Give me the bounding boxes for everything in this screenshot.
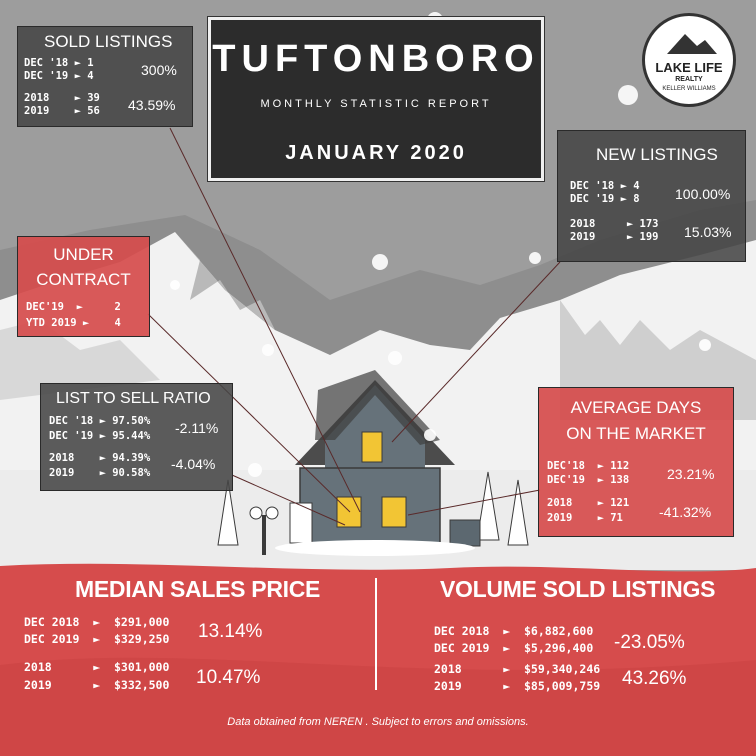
volume-row-dec2018: DEC 2018 ► $6,882,600 xyxy=(434,624,594,638)
logo-realty: REALTY xyxy=(675,76,703,83)
under-contract-title-line1: UNDER xyxy=(53,245,114,264)
town-title: TUFTONBORO xyxy=(212,38,540,80)
volume-monthly-change: -23.05% xyxy=(614,632,685,653)
sold-listings-title: SOLD LISTINGS xyxy=(44,32,173,51)
new-monthly-change: 100.00% xyxy=(675,186,731,202)
list-to-sell-ratio-panel xyxy=(40,383,233,491)
ratio-row-2019: 2019 ► 90.58% xyxy=(49,467,151,479)
avg-days-yearly-change: -41.32% xyxy=(659,504,712,520)
median-yearly-change: 10.47% xyxy=(196,667,261,688)
under-contract-row-dec19: DEC'19 ► 2 xyxy=(26,301,121,313)
logo-brokerage: KELLER WILLIAMS xyxy=(662,86,716,92)
sold-row-dec19: DEC '19 ► 4 xyxy=(24,70,94,82)
new-row-dec19: DEC '19 ► 8 xyxy=(570,193,640,205)
avg-days-monthly-change: 23.21% xyxy=(667,466,715,482)
ratio-row-2018: 2018 ► 94.39% xyxy=(49,452,151,464)
ratio-row-dec18: DEC '18 ► 97.50% xyxy=(49,415,151,427)
new-row-2018: 2018 ► 173 xyxy=(570,218,659,230)
under-contract-row-ytd: YTD 2019 ► 4 xyxy=(26,317,121,329)
ratio-monthly-change: -2.11% xyxy=(175,420,219,436)
new-row-2019: 2019 ► 199 xyxy=(570,231,659,243)
new-yearly-change: 15.03% xyxy=(684,224,732,240)
median-row-2018: 2018 ► $301,000 xyxy=(24,660,170,674)
sold-row-dec18: DEC '18 ► 1 xyxy=(24,57,94,69)
new-listings-panel xyxy=(557,130,746,262)
avg-days-row-dec18: DEC'18 ► 112 xyxy=(547,460,630,472)
volume-row-2019: 2019 ► $85,009,759 xyxy=(434,679,601,693)
avg-days-title-line1: AVERAGE DAYS xyxy=(570,398,702,417)
avg-days-title-line2: ON THE MARKET xyxy=(566,424,706,443)
avg-days-row-dec19: DEC'19 ► 138 xyxy=(547,474,630,486)
ratio-row-dec19: DEC '19 ► 95.44% xyxy=(49,430,151,442)
report-title-panel xyxy=(208,17,544,181)
median-row-2019: 2019 ► $332,500 xyxy=(24,678,170,692)
sold-listings-panel xyxy=(17,26,193,127)
logo-name: LAKE LIFE xyxy=(655,60,723,75)
volume-yearly-change: 43.26% xyxy=(622,668,687,689)
median-row-dec2018: DEC 2018 ► $291,000 xyxy=(24,615,170,629)
report-date: JANUARY 2020 xyxy=(285,142,467,164)
under-contract-title-line2: CONTRACT xyxy=(36,270,131,289)
report-subtitle: MONTHLY STATISTIC REPORT xyxy=(260,98,492,110)
new-row-dec18: DEC '18 ► 4 xyxy=(570,180,640,192)
avg-days-row-2018: 2018 ► 121 xyxy=(547,497,630,509)
list-to-sell-title: LIST TO SELL RATIO xyxy=(56,390,211,407)
ratio-yearly-change: -4.04% xyxy=(171,456,216,472)
median-monthly-change: 13.14% xyxy=(198,621,263,642)
sold-yearly-change: 43.59% xyxy=(128,97,176,113)
mountain-icon xyxy=(645,24,733,60)
avg-days-row-2019: 2019 ► 71 xyxy=(547,512,623,524)
sold-row-2019: 2019 ► 56 xyxy=(24,105,100,117)
average-days-on-market-panel xyxy=(538,387,734,537)
under-contract-panel xyxy=(17,236,150,337)
volume-sold-listings-title: VOLUME SOLD LISTINGS xyxy=(440,576,716,602)
bottom-stats-band xyxy=(0,566,756,756)
volume-row-dec2019: DEC 2019 ► $5,296,400 xyxy=(434,641,594,655)
volume-row-2018: 2018 ► $59,340,246 xyxy=(434,662,601,676)
median-row-dec2019: DEC 2019 ► $329,250 xyxy=(24,632,170,646)
median-sales-price-title: MEDIAN SALES PRICE xyxy=(75,576,321,602)
sold-row-2018: 2018 ► 39 xyxy=(24,92,100,104)
new-listings-title: NEW LISTINGS xyxy=(596,145,718,164)
data-source-footer: Data obtained from NEREN . Subject to errors and omissions. xyxy=(227,716,529,728)
sold-monthly-change: 300% xyxy=(141,62,177,78)
lake-life-realty-logo xyxy=(642,13,736,107)
